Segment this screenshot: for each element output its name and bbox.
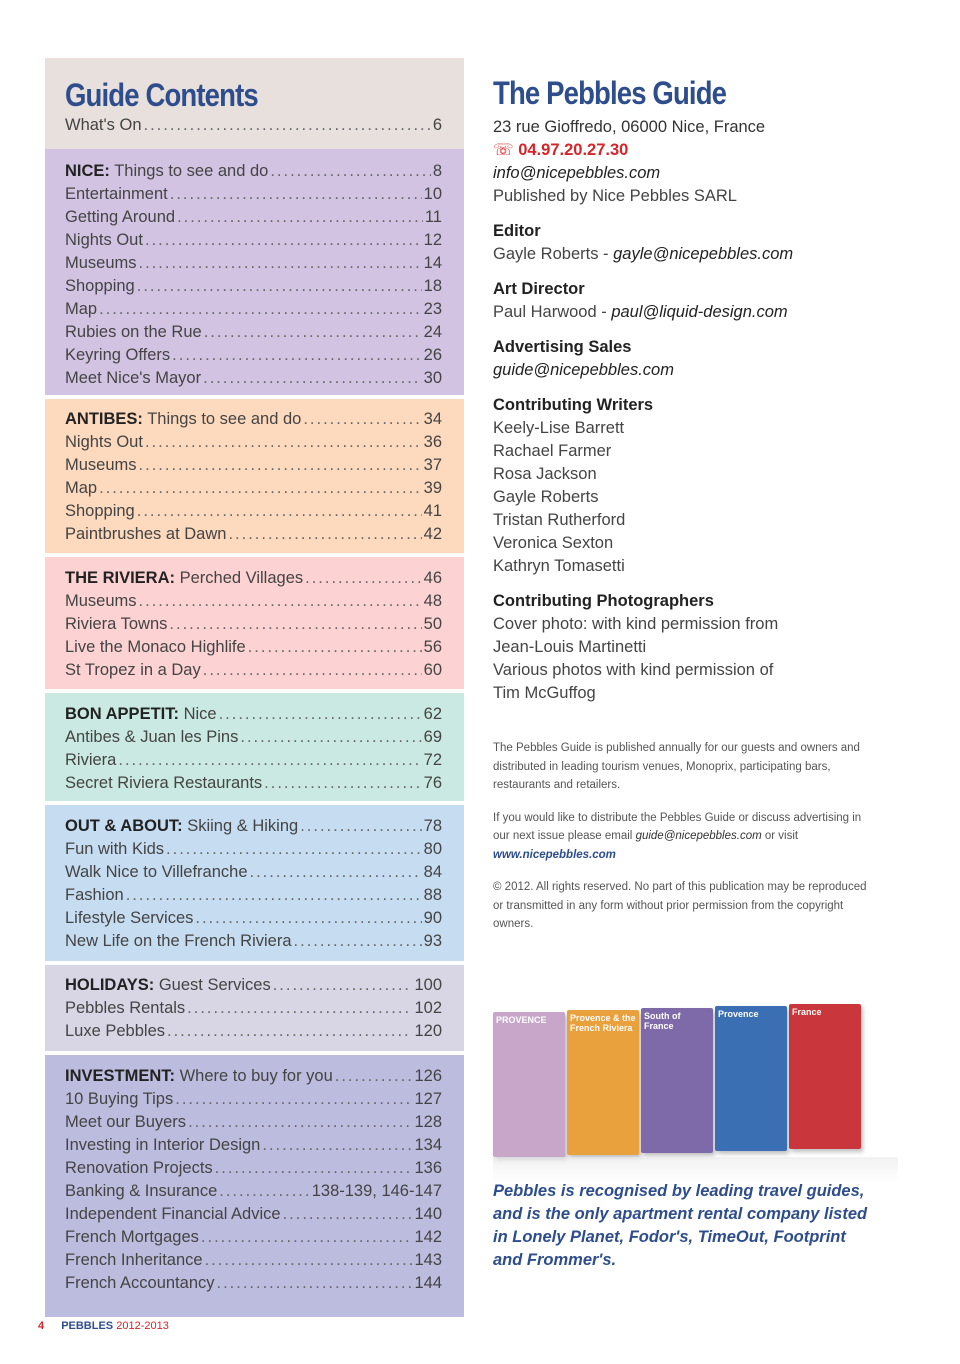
dot-leader <box>145 229 422 252</box>
toc-page-number: 100 <box>414 976 442 994</box>
toc-entry-label <box>65 1226 199 1249</box>
toc-entry-label <box>65 431 143 454</box>
photographer-credit: Tim McGuffog <box>493 684 596 702</box>
art-director-heading: Art Director <box>493 280 585 298</box>
guide-contents <box>45 58 464 1317</box>
toc-page-number: 10 <box>423 185 442 203</box>
toc-entry-label <box>65 298 97 321</box>
toc-entry-text: French Accountancy <box>65 1274 215 1292</box>
toc-entry-label <box>65 930 292 953</box>
toc-entry-label <box>65 477 97 500</box>
toc-page-number: 46 <box>423 569 442 587</box>
toc-entry-label <box>65 884 124 907</box>
toc-page-number: 69 <box>423 728 442 746</box>
contact-email[interactable]: info@nicepebbles.com <box>493 164 661 182</box>
toc-entry-label <box>65 408 301 431</box>
note-email[interactable]: guide@nicepebbles.com <box>635 830 762 842</box>
contact-note: If you would like to distribute the Pebbles Guide or discuss advertising in our next issue please email guide@nicepebbles.com or visit www.nicepebbles.com <box>493 811 862 861</box>
toc-page-number: 93 <box>423 932 442 950</box>
toc-entry-label <box>65 1020 165 1043</box>
toc-page-number: 24 <box>423 323 442 341</box>
toc-page-number: 60 <box>423 661 442 679</box>
toc-entry-text: Pebbles Rentals <box>65 999 186 1017</box>
toc-page-number: 18 <box>423 277 442 295</box>
toc-entry-text: What's On <box>65 116 142 134</box>
toc-page-number: 140 <box>414 1205 442 1223</box>
toc-page-number: 136 <box>414 1159 442 1177</box>
toc-entry-text: Meet Nice's Mayor <box>65 369 202 387</box>
masthead-title: The Pebbles Guide <box>493 75 727 111</box>
dot-leader <box>335 1065 413 1088</box>
toc-entry-label <box>65 726 238 749</box>
writer-name: Gayle Roberts <box>493 488 599 506</box>
photographer-credit: Jean-Louis Martinetti <box>493 638 647 656</box>
toc-entry[interactable] <box>65 772 442 795</box>
toc-entry-label <box>65 749 116 772</box>
dot-leader <box>187 997 412 1020</box>
toc-entry-text: Skiing & Hiking <box>182 817 299 835</box>
dot-leader <box>172 344 421 367</box>
toc-page-number: 42 <box>423 525 442 543</box>
photographer-credit: Various photos with kind permission of <box>493 661 774 679</box>
toc-entry[interactable] <box>65 703 442 726</box>
toc-entry-label <box>65 772 262 795</box>
dot-leader <box>203 367 422 390</box>
writer-name: Veronica Sexton <box>493 534 614 552</box>
toc-entry-text: Shopping <box>65 277 135 295</box>
toc-entry-label <box>65 160 268 183</box>
dot-leader <box>228 523 421 546</box>
toc-entry-label <box>65 1249 203 1272</box>
dot-leader <box>137 275 422 298</box>
dot-leader <box>166 838 422 861</box>
toc-entry-label <box>65 275 135 298</box>
website-link[interactable]: www.nicepebbles.com <box>493 848 616 861</box>
dot-leader <box>262 1134 412 1157</box>
dot-leader <box>145 431 422 454</box>
toc-entry[interactable] <box>65 997 442 1020</box>
toc-entry-label <box>65 1272 215 1295</box>
toc-page-number: 72 <box>423 751 442 769</box>
dot-leader <box>300 815 421 838</box>
writers-list <box>493 417 913 578</box>
toc-entry-text: Luxe Pebbles <box>65 1022 165 1040</box>
toc-section-investment <box>45 1055 464 1317</box>
distribution-note: The Pebbles Guide is published annually for our guests and owners and distributed in leading tourism venues, Monoprix, participating bars, restaurants and retailers. <box>493 742 860 791</box>
dot-leader <box>270 160 430 183</box>
dot-leader <box>305 567 422 590</box>
dot-leader <box>204 321 422 344</box>
toc-entry-label <box>65 861 248 884</box>
toc-entry[interactable] <box>65 477 442 500</box>
dot-leader <box>264 772 421 795</box>
toc-entry-text: Map <box>65 300 98 318</box>
toc-entry-text: New Life on the French Riviera <box>65 932 292 950</box>
toc-page-number: 76 <box>423 774 442 792</box>
writer-name: Rosa Jackson <box>493 465 597 483</box>
toc-entry-text: Things to see and do <box>142 410 302 428</box>
toc-entry-text: Investing in Interior Design <box>65 1136 261 1154</box>
toc-entry-text: Riviera Towns <box>65 615 168 633</box>
phone-icon: ☏ <box>493 141 514 159</box>
toc-page-number: 62 <box>423 705 442 723</box>
guidebook-title: Provence & the French Riviera <box>570 1013 636 1033</box>
toc-entry-text: Nice <box>178 705 217 723</box>
toc-page-number: 88 <box>423 886 442 904</box>
footer-brand: PEBBLES <box>61 1320 114 1332</box>
toc-entry[interactable] <box>65 183 442 206</box>
toc-page-number: 78 <box>423 817 442 835</box>
dot-leader <box>205 1249 413 1272</box>
toc-section-name: BON APPETIT: <box>65 705 179 723</box>
toc-entry-label <box>65 367 201 390</box>
toc-page-number: 48 <box>423 592 442 610</box>
toc-entry-label <box>65 636 246 659</box>
toc-entry-text: Things to see and do <box>109 162 269 180</box>
dot-leader <box>201 1226 413 1249</box>
writer-name: Rachael Farmer <box>493 442 612 460</box>
dot-leader <box>118 749 421 772</box>
toc-entry-text: Paintbrushes at Dawn <box>65 525 227 543</box>
dot-leader <box>219 1180 309 1203</box>
toc-section-name: HOLIDAYS: <box>65 976 155 994</box>
toc-entry[interactable] <box>65 1020 442 1043</box>
toc-entry-label <box>65 183 168 206</box>
toc-entry[interactable] <box>65 907 442 930</box>
dot-leader <box>177 206 423 229</box>
guidebook-cover <box>715 1006 787 1151</box>
guidebook-cover <box>493 1012 565 1157</box>
art-director-name: Paul Harwood - <box>493 303 612 321</box>
dot-leader <box>188 1111 412 1134</box>
toc-entry-label <box>65 997 185 1020</box>
page-footer <box>38 1320 169 1332</box>
toc-entry-text: St Tropez in a Day <box>65 661 201 679</box>
toc-entry[interactable] <box>65 367 442 390</box>
toc-entry-label <box>65 1111 186 1134</box>
toc-entry-label <box>65 590 137 613</box>
dot-leader <box>139 252 422 275</box>
toc-entry-text: Shopping <box>65 502 135 520</box>
toc-entry-label <box>65 206 175 229</box>
toc-entry-label <box>65 229 143 252</box>
toc-entry-text: Walk Nice to Villefranche <box>65 863 248 881</box>
writer-name: Keely-Lise Barrett <box>493 419 625 437</box>
toc-entry[interactable] <box>65 1111 442 1134</box>
toc-entry-text: Entertainment <box>65 185 168 203</box>
toc-page-number: 26 <box>423 346 442 364</box>
toc-entry-label <box>65 321 202 344</box>
dot-leader <box>99 477 422 500</box>
toc-entry-text: Meet our Buyers <box>65 1113 187 1131</box>
toc-entry-text: Where to buy for you <box>175 1067 333 1085</box>
advertising-email[interactable]: guide@nicepebbles.com <box>493 361 674 379</box>
toc-page-number: 14 <box>423 254 442 272</box>
toc-entry-text: Secret Riviera Restaurants <box>65 774 263 792</box>
book-reflection <box>493 1157 898 1182</box>
toc-page-number: 30 <box>423 369 442 387</box>
art-director-line <box>493 301 913 324</box>
art-director-email[interactable]: paul@liquid-design.com <box>611 303 788 321</box>
toc-entry[interactable] <box>65 321 442 344</box>
guidebooks-image <box>493 1007 898 1182</box>
phone <box>493 139 913 162</box>
toc-entry-text: Museums <box>65 254 137 272</box>
toc-entry-text: Live the Monaco Highlife <box>65 638 246 656</box>
toc-entry[interactable] <box>65 815 442 838</box>
toc-entry[interactable] <box>65 160 442 183</box>
guidebook-cover <box>567 1010 639 1155</box>
toc-section-out-about <box>45 805 464 961</box>
toc-page-number: 120 <box>414 1022 442 1040</box>
dot-leader <box>215 1157 413 1180</box>
toc-entry-label <box>65 1088 173 1111</box>
toc-entry-text: Independent Financial Advice <box>65 1205 281 1223</box>
toc-page-number: 8 <box>432 162 442 180</box>
toc-entry-text: Keyring Offers <box>65 346 171 364</box>
toc-entry-label <box>65 1180 217 1203</box>
toc-page-number: 41 <box>423 502 442 520</box>
toc-entry-label <box>65 1134 260 1157</box>
guidebook-title: Provence <box>718 1009 759 1019</box>
toc-section-nice <box>45 149 464 395</box>
dot-leader <box>195 907 421 930</box>
toc-entry[interactable] <box>65 1180 442 1203</box>
toc-page-number: 134 <box>414 1136 442 1154</box>
dot-leader <box>240 726 421 749</box>
toc-page-number: 144 <box>414 1274 442 1292</box>
toc-page-number: 84 <box>423 863 442 881</box>
toc-entry-label <box>65 907 193 930</box>
toc-page-number: 126 <box>414 1067 442 1085</box>
photographer-credit: Cover photo: with kind permission from <box>493 615 779 633</box>
dot-leader <box>99 298 422 321</box>
toc-page-number: 6 <box>432 116 442 134</box>
toc-page-number: 37 <box>423 456 442 474</box>
dot-leader <box>203 659 422 682</box>
writer-name: Kathryn Tomasetti <box>493 557 625 575</box>
toc-entry-text: Museums <box>65 456 137 474</box>
toc-entry-label <box>65 815 298 838</box>
toc-entry-text: Map <box>65 479 98 497</box>
dot-leader <box>175 1088 412 1111</box>
toc-entry-label <box>65 703 217 726</box>
toc-entry[interactable] <box>65 726 442 749</box>
toc-section-name: THE RIVIERA: <box>65 569 176 587</box>
toc-entry-label <box>65 454 137 477</box>
toc-page-number: 80 <box>423 840 442 858</box>
toc-entry-text: Lifestyle Services <box>65 909 194 927</box>
toc-page-number: 142 <box>414 1228 442 1246</box>
toc-entry[interactable] <box>65 431 442 454</box>
toc-entry-label <box>65 252 137 275</box>
copyright-note: © 2012. All rights reserved. No part of this publication may be reproduced or transmitted in any form without prior permission from the copyright owners. <box>493 881 867 930</box>
publisher: Published by Nice Pebbles SARL <box>493 187 737 205</box>
dot-leader <box>250 861 422 884</box>
toc-entry-text: Fun with Kids <box>65 840 165 858</box>
toc-entry-text: Riviera <box>65 751 117 769</box>
toc-page-number: 128 <box>414 1113 442 1131</box>
toc-section-bon-appetit <box>45 693 464 801</box>
dot-leader <box>169 613 421 636</box>
editor-email[interactable]: gayle@nicepebbles.com <box>613 245 794 263</box>
dot-leader <box>126 884 422 907</box>
toc-entry[interactable] <box>65 930 442 953</box>
toc-entry-text: 10 Buying Tips <box>65 1090 174 1108</box>
toc-entry-label <box>65 1203 281 1226</box>
toc-entry[interactable] <box>65 206 442 229</box>
toc-entry-text: French Inheritance <box>65 1251 203 1269</box>
toc-entry-label <box>65 500 135 523</box>
toc-entry[interactable] <box>65 861 442 884</box>
toc-section-name: ANTIBES: <box>65 410 143 428</box>
toc-entry[interactable] <box>65 636 442 659</box>
toc-section-name: INVESTMENT: <box>65 1067 176 1085</box>
toc-page-number: 138-139, 146-147 <box>311 1182 442 1200</box>
toc-entry[interactable] <box>65 613 442 636</box>
toc-page-number: 102 <box>414 999 442 1017</box>
editor-line <box>493 243 913 266</box>
toc-entry[interactable] <box>65 523 442 546</box>
dot-leader <box>273 974 413 997</box>
toc-entry-text: Rubies on the Rue <box>65 323 202 341</box>
toc-entry[interactable] <box>65 252 442 275</box>
toc-entry[interactable] <box>65 590 442 613</box>
toc-entry[interactable] <box>65 838 442 861</box>
toc-entry[interactable] <box>65 229 442 252</box>
toc-page-number: 90 <box>423 909 442 927</box>
toc-title: Guide Contents <box>65 77 258 113</box>
dot-leader <box>170 183 422 206</box>
dot-leader <box>283 1203 413 1226</box>
toc-page-number: 50 <box>423 615 442 633</box>
dot-leader <box>294 930 422 953</box>
toc-page-number: 11 <box>424 208 442 226</box>
toc-entry[interactable] <box>65 1088 442 1111</box>
toc-entry[interactable] <box>65 1249 442 1272</box>
guidebook-title: PROVENCE <box>496 1015 547 1025</box>
toc-entry[interactable] <box>65 1272 442 1295</box>
toc-entry-label <box>65 838 164 861</box>
writer-name: Tristan Rutherford <box>493 511 626 529</box>
toc-entry-label <box>65 344 170 367</box>
toc-page-number: 127 <box>414 1090 442 1108</box>
toc-entry[interactable] <box>65 275 442 298</box>
editor-heading: Editor <box>493 222 541 240</box>
toc-page-number: 56 <box>423 638 442 656</box>
footer-year: 2012-2013 <box>116 1320 169 1332</box>
toc-entry[interactable] <box>65 1226 442 1249</box>
toc-entry-label <box>65 523 226 546</box>
toc-entry-label <box>65 974 271 997</box>
toc-header <box>45 58 464 149</box>
toc-section-antibes <box>45 399 464 553</box>
toc-entry[interactable] <box>65 659 442 682</box>
toc-entry[interactable] <box>65 884 442 907</box>
dot-leader <box>137 500 422 523</box>
toc-entry-text: Fashion <box>65 886 124 904</box>
guidebook-cover <box>641 1008 713 1153</box>
toc-entry-label <box>65 659 201 682</box>
toc-page-number: 39 <box>423 479 442 497</box>
toc-entry-text: Perched Villages <box>175 569 304 587</box>
dot-leader <box>248 636 422 659</box>
toc-section-holidays <box>45 965 464 1051</box>
toc-entry-label <box>65 114 142 137</box>
toc-entry[interactable] <box>65 500 442 523</box>
photographers-heading: Contributing Photographers <box>493 592 714 610</box>
dot-leader <box>144 114 431 137</box>
toc-section-name: NICE: <box>65 162 110 180</box>
editor-name: Gayle Roberts - <box>493 245 614 263</box>
dot-leader <box>139 454 422 477</box>
toc-entry[interactable] <box>65 454 442 477</box>
dot-leader <box>219 703 422 726</box>
guides-caption: Pebbles is recognised by leading travel guides, and is the only apartment rental company listed in Lonely Planet, Fodor's, TimeOut, Footprint and Frommer's. <box>493 1182 868 1269</box>
toc-page-number: 12 <box>423 231 442 249</box>
toc-page-number: 143 <box>414 1251 442 1269</box>
toc-entry[interactable] <box>65 114 442 137</box>
toc-entry-text: Antibes & Juan les Pins <box>65 728 239 746</box>
toc-entry[interactable] <box>65 1157 442 1180</box>
dot-leader <box>303 408 421 431</box>
toc-entry-text: Guest Services <box>154 976 271 994</box>
photographers-list <box>493 613 913 705</box>
toc-entry[interactable] <box>65 298 442 321</box>
toc-entry[interactable] <box>65 974 442 997</box>
toc-entry-text: Banking & Insurance <box>65 1182 218 1200</box>
toc-entry[interactable] <box>65 1134 442 1157</box>
toc-entry[interactable] <box>65 408 442 431</box>
toc-page-number: 23 <box>423 300 442 318</box>
toc-entry-text: Museums <box>65 592 137 610</box>
toc-entry[interactable] <box>65 1203 442 1226</box>
toc-entry-label <box>65 613 167 636</box>
page-number: 4 <box>38 1320 45 1332</box>
toc-page-number: 36 <box>423 433 442 451</box>
address: 23 rue Gioffredo, 06000 Nice, France <box>493 118 766 136</box>
toc-entry-text: Renovation Projects <box>65 1159 213 1177</box>
toc-section-name: OUT & ABOUT: <box>65 817 183 835</box>
toc-section-riviera <box>45 557 464 689</box>
toc-entry-text: French Mortgages <box>65 1228 199 1246</box>
toc-entry[interactable] <box>65 1065 442 1088</box>
dot-leader <box>139 590 422 613</box>
advertising-heading: Advertising Sales <box>493 338 632 356</box>
toc-entry-text: Nights Out <box>65 433 143 451</box>
guidebook-title: France <box>792 1007 822 1017</box>
phone-number: 04.97.20.27.30 <box>518 141 629 159</box>
toc-entry[interactable] <box>65 344 442 367</box>
toc-entry-text: Getting Around <box>65 208 176 226</box>
toc-entry[interactable] <box>65 749 442 772</box>
toc-entry-label <box>65 1065 333 1088</box>
toc-entry[interactable] <box>65 567 442 590</box>
writers-heading: Contributing Writers <box>493 396 654 414</box>
toc-entry-label <box>65 567 303 590</box>
toc-entry-label <box>65 1157 213 1180</box>
guidebook-title: South of France <box>644 1011 681 1031</box>
toc-entry-text: Nights Out <box>65 231 143 249</box>
dot-leader <box>167 1020 412 1043</box>
masthead <box>493 70 913 934</box>
dot-leader <box>217 1272 413 1295</box>
guidebook-cover <box>789 1004 861 1149</box>
toc-page-number: 34 <box>423 410 442 428</box>
